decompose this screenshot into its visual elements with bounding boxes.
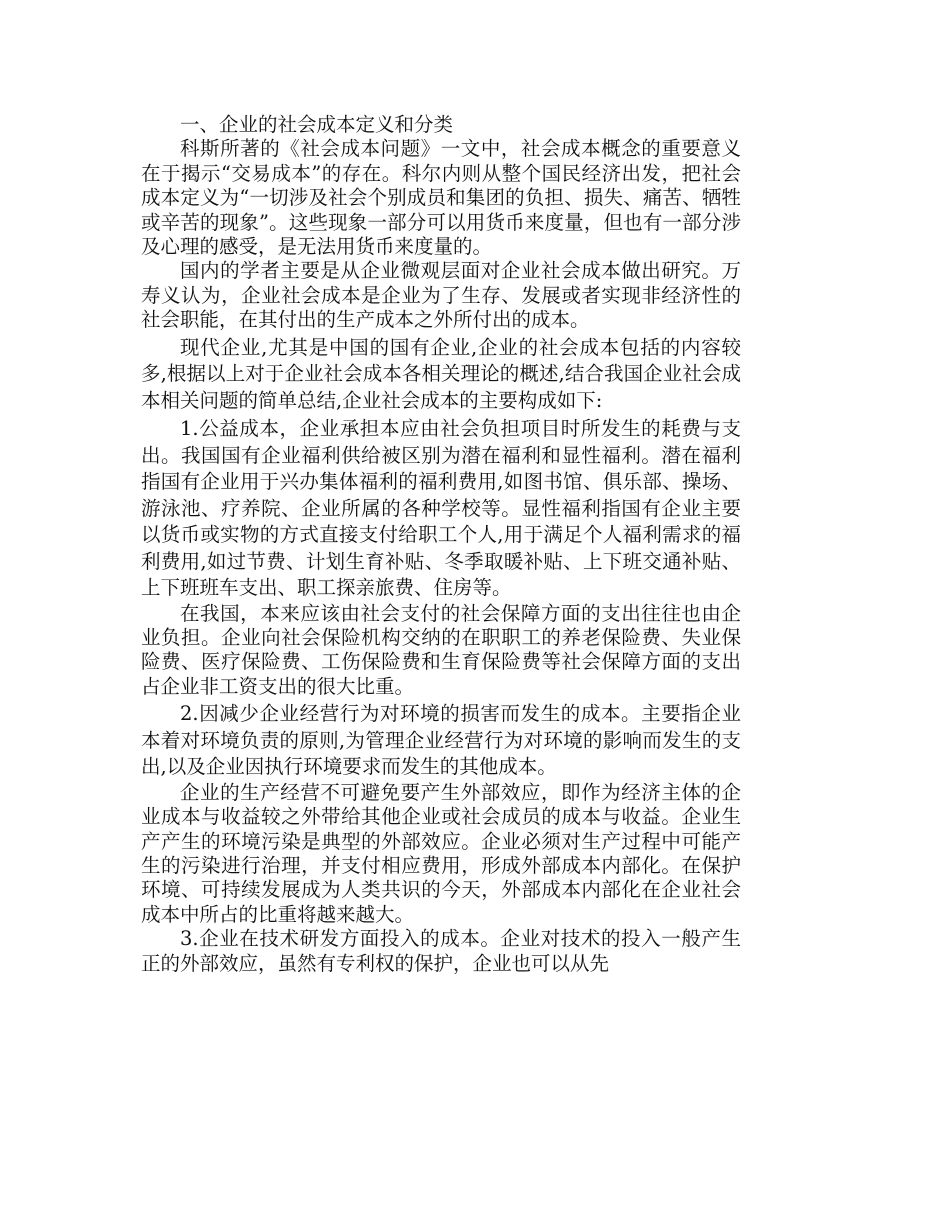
paragraph: 企业的生产经营不可避免要产生外部效应，即作为经济主体的企业成本与收益较之外带给其他企业或社会成员的成本与收益。企业生产产生的环境污染是典型的外部效应。企业必须对生产过程中可能产生的污染进行治理，并支付相应费用，形成外部成本内部化。在保护环境、可持续发展成为人类共识的今天，外部成本内部化在企业社会成本中所占的比重将越来越大。 [141,780,741,926]
paragraph: 国内的学者主要是从企业微观层面对企业社会成本做出研究。万寿义认为，企业社会成本是企业为了生存、发展或者实现非经济性的社会职能，在其付出的生产成本之外所付出的成本。 [141,259,741,332]
section-heading: 一、企业的社会成本定义和分类 [180,113,454,136]
paragraph: 在我国，本来应该由社会支付的社会保障方面的支出往往也由企业负担。企业向社会保险机构交纳的在职职工的养老保险费、失业保险费、医疗保险费、工伤保险费和生育保险费等社会保障方面的支出占企业非工资支出的很大比重。 [141,601,741,698]
paragraph: 3.企业在技术研发方面投入的成本。企业对技术的投入一般产生正的外部效应，虽然有专利权的保护，企业也可以从先 [141,927,741,975]
paragraph: 1.公益成本，企业承担本应由社会负担项目时所发生的耗费与支出。我国国有企业福利供给被区别为潜在福利和显性福利。潜在福利指国有企业用于兴办集体福利的福利费用,如图书馆、俱乐部、操场、游泳池、疗养院、企业所属的各种学校等。显性福利指国有企业主要以货币或实物的方式直接支付给职工个人,用于满足个人福利需求的福利费用,如过节费、计划生育补贴、冬季取暖补贴、上下班交通补贴、上下班班车支出、职工探亲旅费、住房等。 [141,417,741,600]
document-body [141,113,741,976]
paragraph: 2.因减少企业经营行为对环境的损害而发生的成本。主要指企业本着对环境负责的原则,为管理企业经营行为对环境的影响而发生的支出,以及企业因执行环境要求而发生的其他成本。 [141,702,741,779]
paragraph: 现代企业,尤其是中国的国有企业,企业的社会成本包括的内容较多,根据以上对于企业社会成本各相关理论的概述,结合我国企业社会成本相关问题的简单总结,企业社会成本的主要构成如下: [141,335,741,412]
paragraph: 科斯所著的《社会成本问题》一文中，社会成本概念的重要意义在于揭示“交易成本”的存在。科尔内则从整个国民经济出发，把社会成本定义为“一切涉及社会个别成员和集团的负担、损失、痛苦、牺牲或辛苦的现象”。这些现象一部分可以用货币来度量，但也有一部分涉及心理的感受，是无法用货币来度量的。 [141,137,741,259]
